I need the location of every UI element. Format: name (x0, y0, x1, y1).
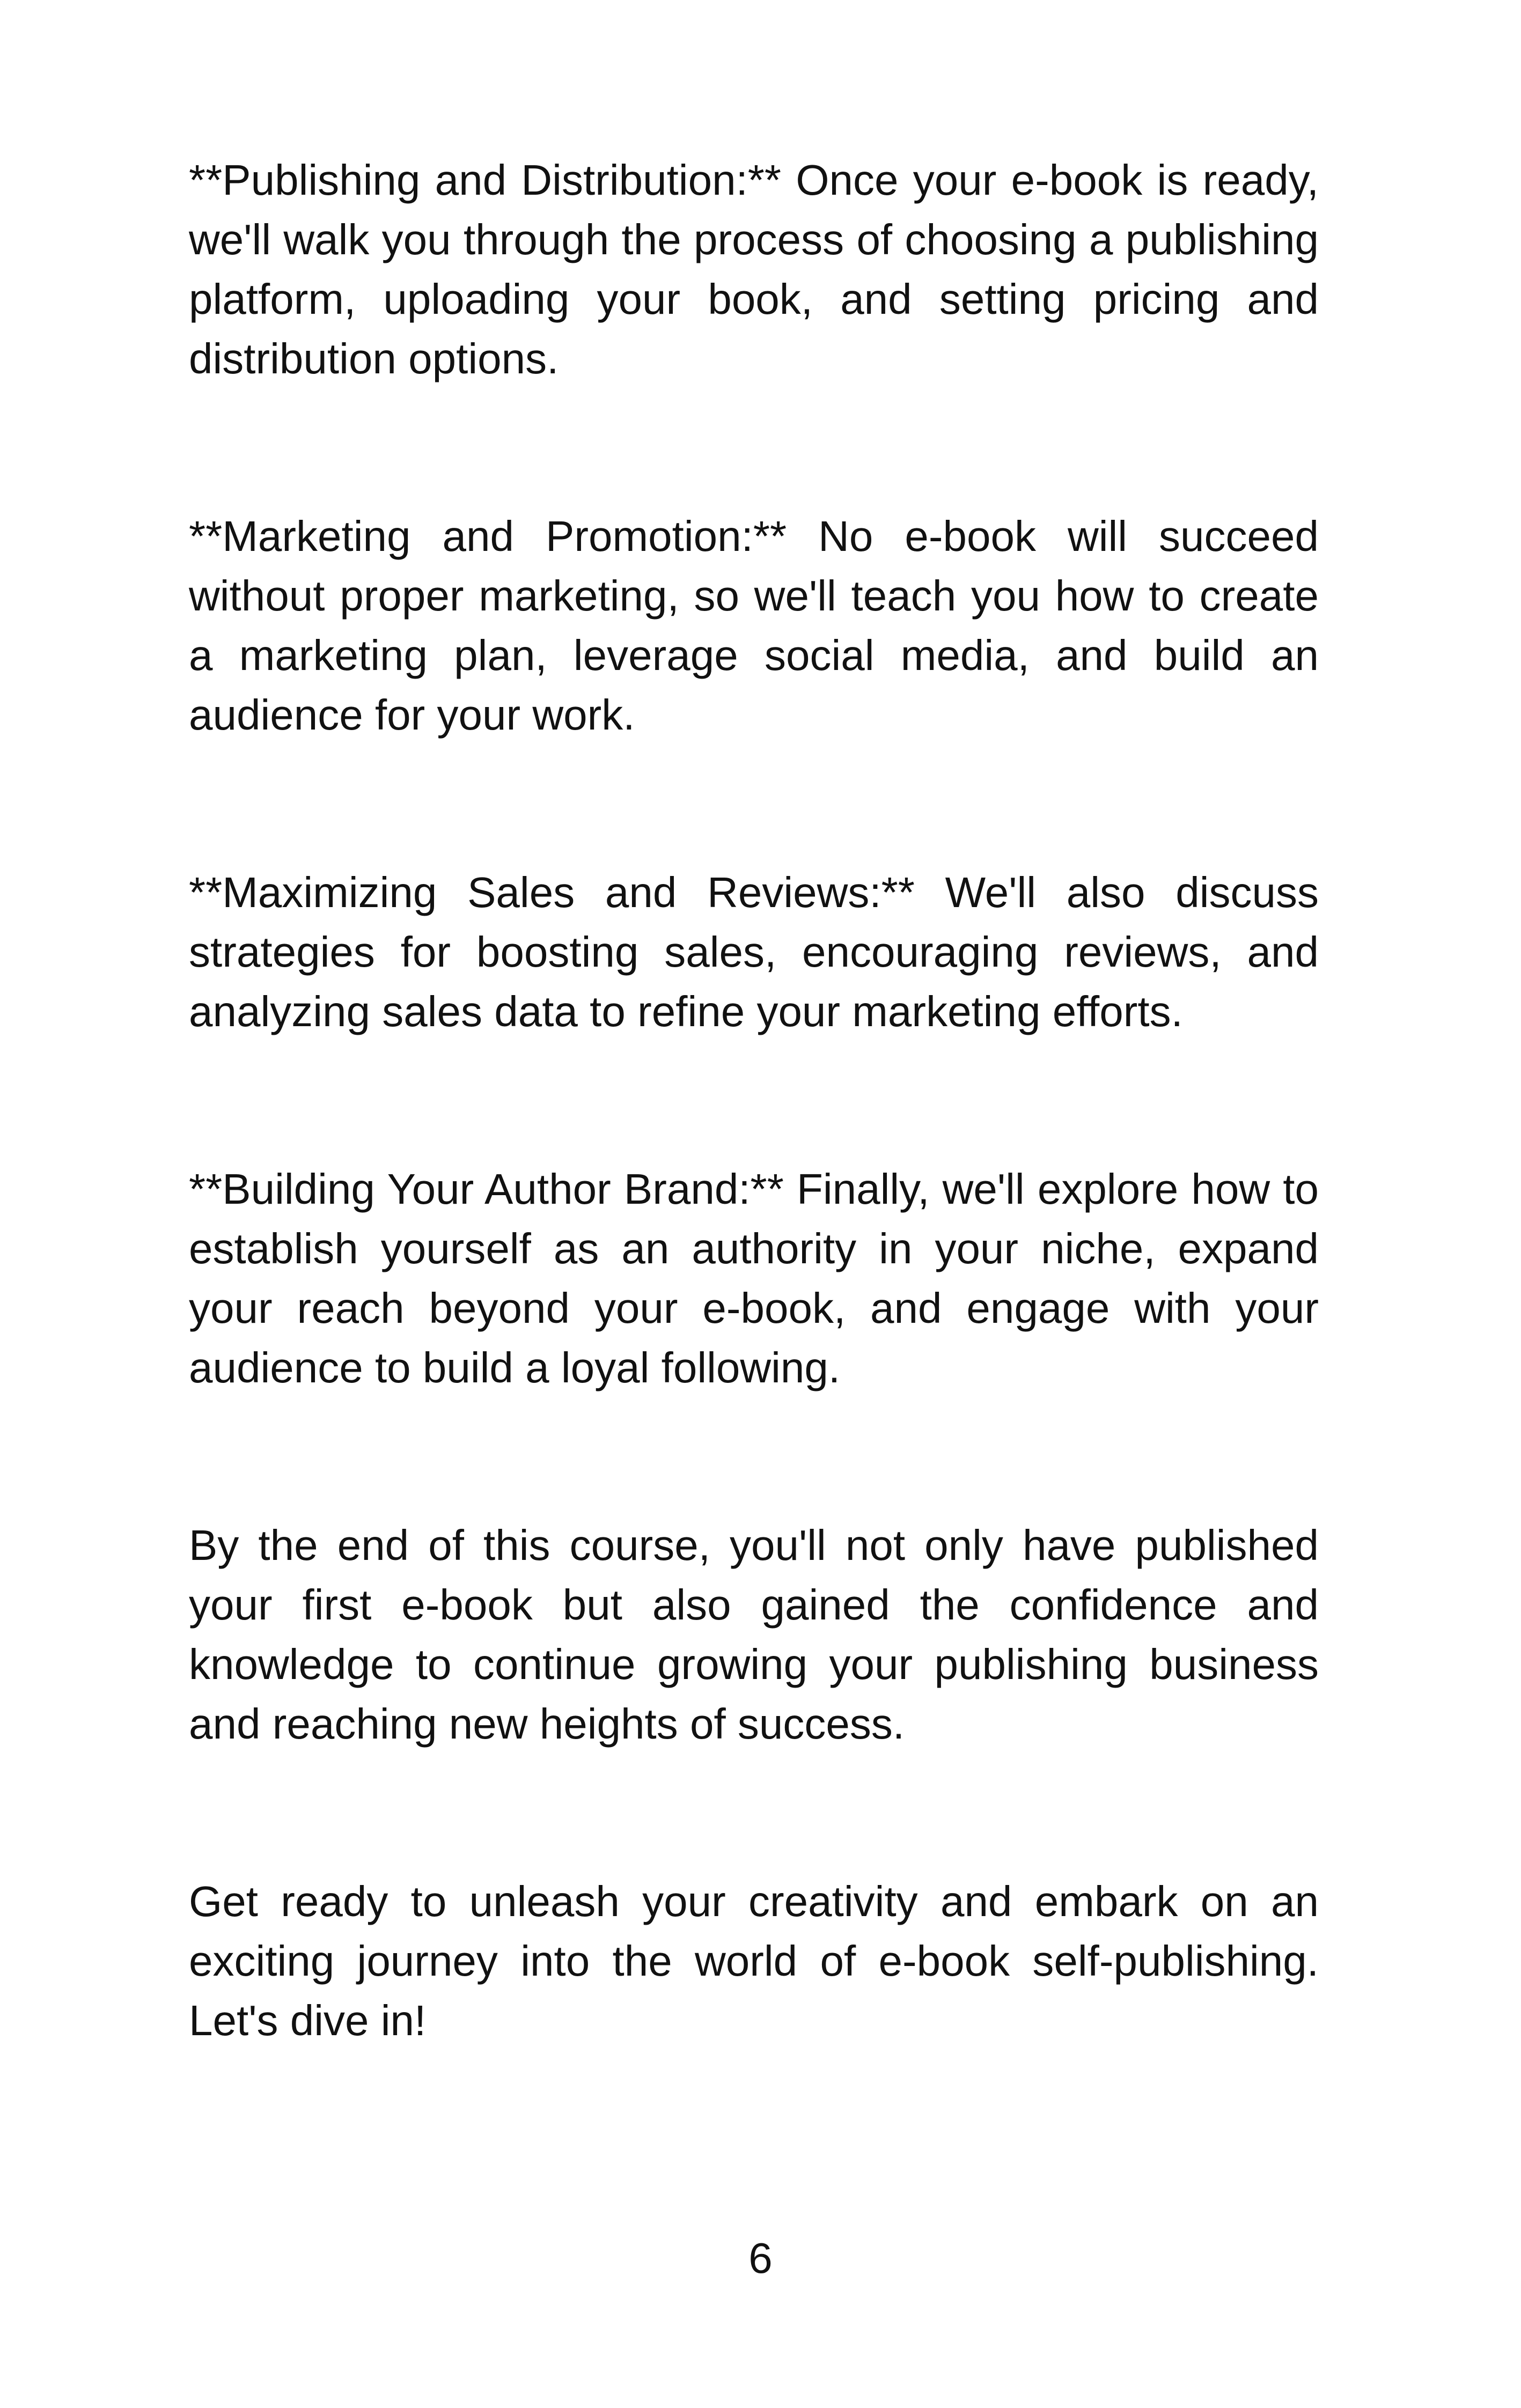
paragraph-maximizing-sales: **Maximizing Sales and Reviews:** We'll also discuss strategies for boosting sales, encouraging reviews, and analyzing sales data to refine your marketing efforts. (189, 868, 1319, 1035)
paragraph-publishing-distribution: **Publishing and Distribution:** Once your e-book is ready, we'll walk you through the process of choosing a publishing platform, uploading your book, and setting pricing and distribution options. (189, 156, 1319, 382)
paragraph-marketing-promotion: **Marketing and Promotion:** No e-book will succeed without proper marketing, so we'll teach you how to create a marketing plan, leverage social media, and build an audience for your work. (189, 512, 1319, 739)
page-body (189, 150, 1319, 2050)
page-number: 6 (748, 2234, 773, 2282)
paragraph-course-outcome: By the end of this course, you'll not only have published your first e-book but also gained the confidence and knowledge to continue growing your publishing business and reaching new heights of success. (189, 1521, 1319, 1748)
paragraph-closing: Get ready to unleash your creativity and embark on an exciting journey into the world of e-book self-publishing. Let's dive in! (189, 1877, 1319, 2044)
paragraph-author-brand: **Building Your Author Brand:** Finally, we'll explore how to establish yourself as an authority in your niche, expand your reach beyond your e-book, and engage with your audience to build a loyal following. (189, 1165, 1319, 1391)
